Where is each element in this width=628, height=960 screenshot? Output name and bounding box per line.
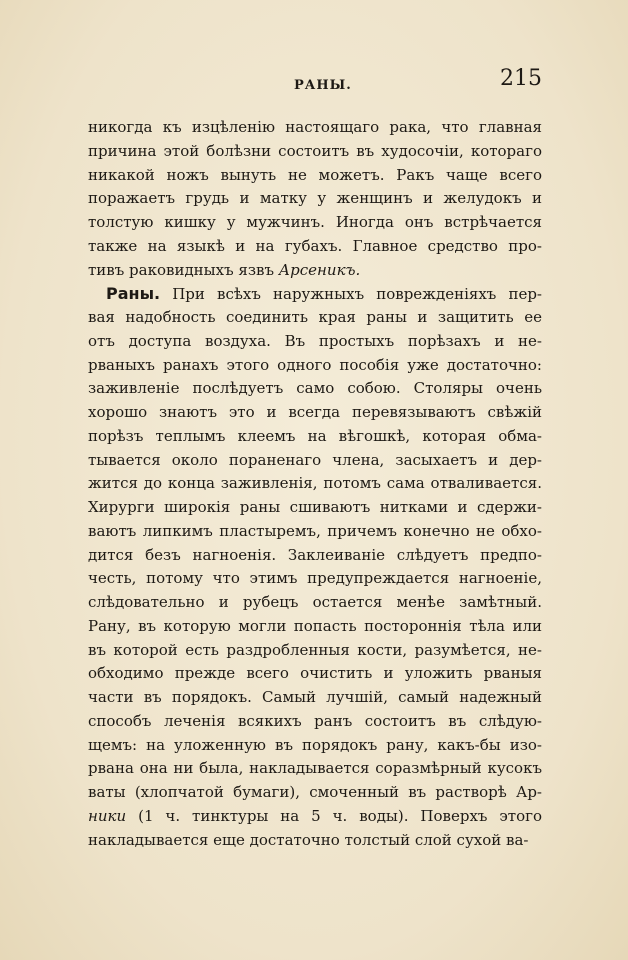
text-line: тывается около пораненаго члена, засыхаетъ и дер- [88, 450, 542, 469]
section-heading: Раны. [106, 284, 161, 304]
text-line: никакой ножъ вынуть не можетъ. Ракъ чаще всего [88, 165, 542, 184]
text-line: хорошо знаютъ это и всегда перевязываютъ свѣжій [88, 403, 542, 421]
running-title: РАНЫ. [294, 78, 352, 93]
text-line: Хирурги широкія раны сшиваютъ нитками и сдержи- [88, 498, 542, 516]
text-line: заживленіе послѣдуетъ само собою. Столяры очень [88, 379, 542, 398]
text-line: ваты (хлопчатой бумаги), смоченный въ растворѣ Ар- [88, 783, 542, 801]
body-text [88, 116, 542, 852]
text-line: толстую кишку у мужчинъ. Иногда онъ встрѣчается [88, 213, 542, 231]
text-line: части въ порядокъ. Самый лучшій, самый надежный [88, 688, 542, 706]
italic-term: Арсеникъ. [278, 260, 361, 279]
text-line [88, 259, 542, 283]
text-line: Рану, въ которую могли попасть постороннія тѣла или [88, 616, 542, 635]
text-line: никогда къ изцѣленію настоящаго рака, что главная [88, 118, 542, 136]
line-text: (1 ч. тинктуры на 5 ч. воды). Поверхъ этого [126, 806, 542, 825]
text-line: слѣдовательно и рубецъ остается менѣе замѣтный. [88, 593, 542, 611]
text-line: щемъ: на уложенную въ порядокъ рану, какъ-бы изо- [88, 735, 542, 754]
text-line: способъ леченія всякихъ ранъ состоитъ въ слѣдую- [88, 711, 542, 730]
page-number: 215 [500, 66, 542, 91]
text-line: поражаетъ грудь и матку у женщинъ и желудокъ и [88, 189, 542, 208]
text-line: жится до конца заживленія, потомъ сама отваливается. [88, 474, 542, 493]
text-line: въ которой есть раздробленныя кости, разумѣется, не- [88, 640, 542, 659]
text-line [88, 805, 542, 829]
text-line: ваютъ липкимъ пластыремъ, причемъ конечно не обхо- [88, 521, 542, 540]
text-line [88, 282, 542, 306]
text-line: обходимо прежде всего очистить и уложить рваныя [88, 664, 542, 683]
text-line: также на языкѣ и на губахъ. Главное средство про- [88, 236, 542, 255]
text-line: рваныхъ ранахъ этого одного пособія уже достаточно: [88, 355, 542, 374]
text-line: порѣзъ теплымъ клеемъ на вѣгошкѣ, которая обма- [88, 426, 542, 445]
text-line: отъ доступа воздуха. Въ простыхъ порѣзахъ и не- [88, 331, 542, 350]
italic-term: ники [88, 806, 127, 825]
line-text: При всѣхъ наружныхъ повреждeніяхъ пер- [160, 285, 542, 304]
text-line: рвана она ни была, накладывается соразмѣрный кусокъ [88, 759, 542, 778]
page-header [88, 66, 542, 100]
text-line: вая надобность соединить края раны и защитить ее [88, 308, 542, 326]
text-line: честь, потому что этимъ предупреждается нагноеніе, [88, 569, 542, 588]
line-text: тивъ раковидныхъ язвъ [88, 260, 279, 279]
text-line: накладывается еще достаточно толстый слой сухой ва- [88, 830, 529, 849]
text-line: дится безъ нагноенія. Заклеиваніе слѣдуетъ предпо- [88, 545, 542, 564]
text-line: причина этой болѣзни состоитъ въ худосочіи, котораго [88, 141, 542, 160]
